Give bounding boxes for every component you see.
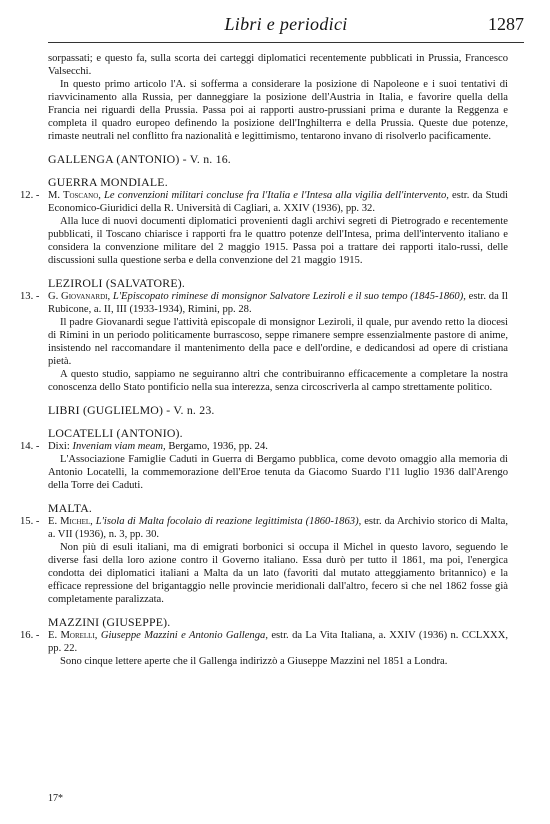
paragraph: In questo primo articolo l'A. si sofferma a considerare la posizione di Napoleone e i suoi tentativi di riavvicinamento alla Russia, per danneggiare la posizione dell'Austria in Italia, e favorire quella della Francia nei riguardi della Prussia. Passa poi ai rapporti austro-prussiani prima e durante la Reggenza e completa il quadro europeo definendo la posizione dell'Inghilterra e della Prussia. Queste due potenze, rimaste neutrali nel conflitto fra nazionalità e legittimismo, tentarono invano di risolverlo pacificamente. xyxy=(48,79,508,142)
entry-publication: estr. da Archivio storico di Malta, a. VII (1936), n. 3, pp. 30. xyxy=(48,516,508,540)
entry-number: 15. - xyxy=(20,516,40,527)
running-title: Libri e periodici xyxy=(224,14,348,34)
entry-13 xyxy=(20,290,508,394)
section-heading-malta: MALTA. xyxy=(48,501,93,515)
entry-16 xyxy=(20,629,509,668)
section-heading-gallenga: GALLENGA (ANTONIO) - V. n. 16. xyxy=(48,152,231,166)
entry-publication: estr. da La Vita Italiana, a. XXIV (1936) n. CCLXXX, pp. 22. xyxy=(48,630,509,654)
entry-title: L'Episcopato riminese di monsignor Salvatore Leziroli e il suo tempo (1845-1860), xyxy=(112,291,466,302)
signature-mark: 17* xyxy=(48,793,63,804)
entry-author: G. Giovanardi, xyxy=(48,291,111,302)
page-number: 1287 xyxy=(488,14,524,34)
entry-number: 13. - xyxy=(20,291,40,302)
entry-summary: Non più di esuli italiani, ma di emigrati borbonici si occupa il Michel in questo lavoro, seguendo le diverse fasi della loro azione contro il Governo italiano. Essa durò per tutto il 1861, ma poi, l'energica condotta dei diplomatici italiani a Malta da un lato (favoriti dal mutato atteggiamento britannico) e la efficace repressione del brigantaggio nelle provincie meridionali dall'altro, fecero sì che nel 1862 fosse già completamente paralizzata. xyxy=(48,542,508,605)
section-heading-locatelli: LOCATELLI (ANTONIO). xyxy=(48,426,183,440)
entry-15 xyxy=(20,515,508,606)
paragraph-continuation: sorpassati; e questo fa, sulla scorta dei carteggi diplomatici recentemente pubblicati in Prussia, Francesco Valsecchi. xyxy=(48,53,508,77)
page-header xyxy=(48,14,524,40)
entry-14 xyxy=(20,440,508,492)
entry-author: E. Morelli, xyxy=(48,630,98,641)
entry-number: 16. - xyxy=(20,630,40,641)
entry-number: 14. - xyxy=(20,441,40,452)
entry-publication: Bergamo, 1936, pp. 24. xyxy=(168,441,268,452)
entry-summary-2: A questo studio, sappiamo ne seguiranno altri che contribuiranno efficacemente a completare la nostra conoscenza dello Stato pontificio nella sua interezza, senza circoscriverla al campo strettamente politico. xyxy=(48,369,508,393)
page-body xyxy=(20,52,509,668)
entry-title: L'isola di Malta focolaio di reazione legittimista (1860-1863), xyxy=(95,516,362,527)
entry-summary: Alla luce di nuovi documenti diplomatici provenienti dagli archivi segreti di Pietrogrado e recentemente pubblicati, il Toscano chiarisce i rapporti fra le quattro potenze dell'Intesa, prima dell'intervento italiano e considera la convenzione militare del 2 maggio 1915. Passa poi a trattare dei rapporti italo-russi, delle discussioni sulla questione serba e della convenzione del 21 maggio 1915. xyxy=(48,216,508,266)
section-heading-libri: LIBRI (GUGLIELMO) - V. n. 23. xyxy=(48,403,215,417)
entry-publication: estr. da Il Rubicone, a. II, III (1933-1934), Rimini, pp. 28. xyxy=(48,291,508,315)
section-heading-guerra: GUERRA MONDIALE. xyxy=(48,175,168,189)
entry-author: E. Michel, xyxy=(48,516,93,527)
section-heading-mazzini: MAZZINI (GIUSEPPE). xyxy=(48,615,171,629)
entry-summary: Sono cinque lettere aperte che il Gallenga indirizzò a Giuseppe Mazzini nel 1851 a Londra. xyxy=(60,656,448,667)
entry-12 xyxy=(20,189,508,267)
section-heading-leziroli: LEZIROLI (SALVATORE). xyxy=(48,276,186,290)
entry-number: 12. - xyxy=(20,190,40,201)
entry-summary: L'Associazione Famiglie Caduti in Guerra di Bergamo pubblica, come devoto omaggio alla memoria di Antonio Locatelli, la commemorazione dell'Eroe tenuta da Giacomo Suardo l'11 luglio 1936 dall'Arengo della Torre dei Caduti. xyxy=(48,454,508,491)
entry-title: Inveniam viam meam, xyxy=(72,441,166,452)
entry-publication: estr. da Studi Economico-Giuridici della R. Università di Cagliari, a. XXIV (1936), pp. 32. xyxy=(48,190,508,214)
header-rule xyxy=(48,42,524,43)
entry-title: Le convenzioni militari concluse fra l'Italia e l'Intesa alla vigilia dell'intervento, xyxy=(104,190,449,201)
entry-author: M. Toscano, xyxy=(48,190,101,201)
entry-title: Giuseppe Mazzini e Antonio Gallenga, xyxy=(100,630,268,641)
entry-author: Dixi: xyxy=(48,441,70,452)
entry-summary: Il padre Giovanardi segue l'attività episcopale di monsignor Leziroli, il quale, pur avendo retto la diocesi di Rimini in un periodo politicamente burrascoso, seppe rimanere sempre essenzialmente pastore di anime, insistendo nel raccomandare il mantenimento della pace e dell'ordine, e dedicandosi ad opere di cristiana pietà. xyxy=(48,317,508,367)
